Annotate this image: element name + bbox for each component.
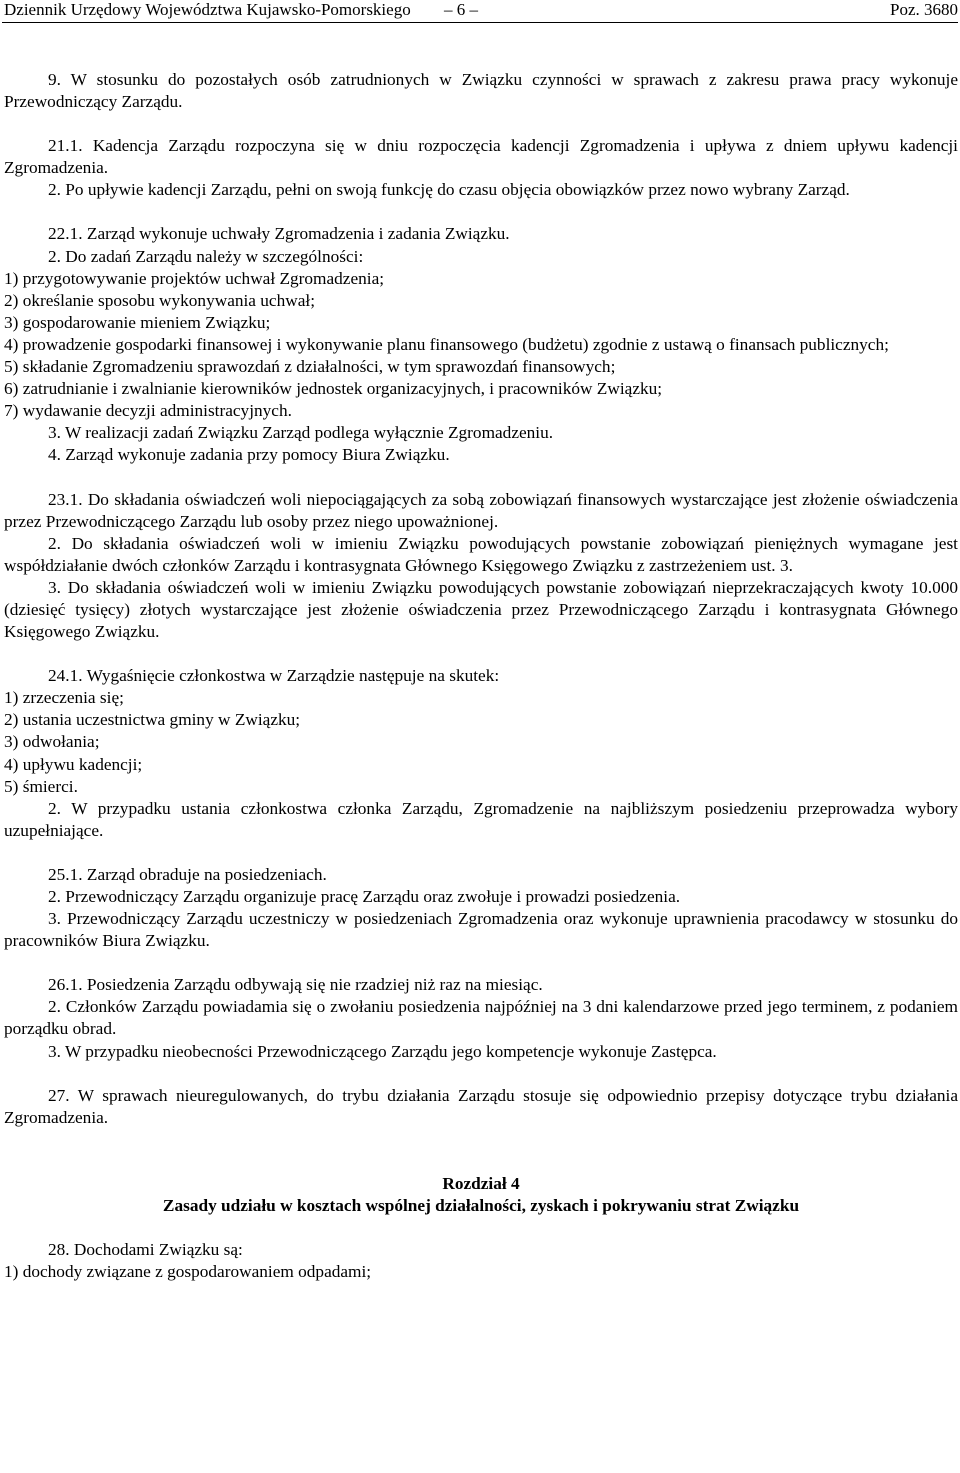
paragraph: 2. Po upływie kadencji Zarządu, pełni on swoją funkcję do czasu objęcia obowiązków przez nowo wybrany Zarząd. (48, 180, 850, 200)
list-item: 7) wydawanie decyzji administracyjnych. (4, 401, 292, 421)
paragraph: 2. W przypadku ustania członkostwa członka Zarządu, Zgromadzenie na najbliższym posiedzeniu przeprowadza wybory uzupełniające. (4, 798, 958, 840)
spacer (4, 201, 958, 223)
paragraph: 27. W sprawach nieuregulowanych, do trybu działania Zarządu stosuje się odpowiednio przepisy dotyczące trybu działania Zgromadzenia. (4, 1085, 958, 1127)
list-item: 4) prowadzenie gospodarki finansowej i wykonywanie planu finansowego (budżetu) zgodnie z ustawą o finansach publicznych; (4, 334, 889, 354)
page-header (0, 0, 960, 20)
list-item: 3) odwołania; (4, 732, 100, 752)
paragraph: 9. W stosunku do pozostałych osób zatrudnionych w Związku czynności w sprawach z zakresu prawa pracy wykonuje Przewodniczący Zarządu. (4, 70, 958, 112)
chapter-title: Zasady udziału w kosztach wspólnej działalności, zyskach i pokrywaniu strat Związku (162, 1195, 800, 1215)
paragraph: 3. Przewodniczący Zarządu uczestniczy w posiedzeniach Zgromadzenia oraz wykonuje uprawnienia pracodawcy w stosunku do pracowników Biura Związku. (4, 909, 958, 951)
page-number: – 6 – (444, 0, 478, 19)
paragraph: 28. Dochodami Związku są: (48, 1240, 243, 1260)
list-item: 6) zatrudnianie i zwalnianie kierowników jednostek organizacyjnych, i pracowników Związku; (4, 379, 663, 399)
paragraph: 3. W przypadku nieobecności Przewodniczącego Zarządu jego kompetencje wykonuje Zastępca. (48, 1041, 717, 1061)
spacer (4, 1151, 958, 1173)
list-item: 3) gospodarowanie mieniem Związku; (4, 312, 271, 332)
paragraph: 2. Członków Zarządu powiadamia się o zwołaniu posiedzenia najpóźniej na 3 dni kalendarzowe przed jego terminem, z podaniem porządku obrad. (4, 997, 958, 1039)
paragraph: 3. Do składania oświadczeń woli w imieniu Związku powodujących powstanie zobowiązań nieprzekraczających kwoty 10.000 (dziesięć tysięcy) złotych wystarczające jest złożenie oświadczenia przez Przewodniczącego Zarządu i kontrasygnata Głównego Księgowego Związku. (4, 577, 958, 642)
paragraph: 23.1. Do składania oświadczeń woli niepociągających za sobą zobowiązań finansowych wystarczające jest złożenie oświadczenia przez Przewodniczącego Zarządu lub osoby przez niego upoważnionej. (4, 489, 958, 531)
list-item: 1) dochody związane z gospodarowaniem odpadami; (4, 1262, 372, 1282)
paragraph: 4. Zarząd wykonuje zadania przy pomocy Biura Związku. (48, 445, 450, 465)
list-item: 5) składanie Zgromadzeniu sprawozdań z działalności, w tym sprawozdań finansowych; (4, 357, 616, 377)
paragraph: 24.1. Wygaśnięcie członkostwa w Zarządzie następuje na skutek: (48, 666, 500, 686)
paragraph: 2. Do zadań Zarządu należy w szczególności: (48, 246, 364, 266)
spacer (4, 1063, 958, 1085)
spacer (4, 113, 958, 135)
journal-title: Dziennik Urzędowy Województwa Kujawsko-Pomorskiego (4, 0, 411, 19)
chapter-number: Rozdział 4 (442, 1173, 520, 1193)
spacer (4, 1129, 958, 1151)
paragraph: 21.1. Kadencja Zarządu rozpoczyna się w dniu rozpoczęcia kadencji Zgromadzenia i upływa z dniem upływu kadencji Zgromadzenia. (4, 136, 958, 178)
spacer (4, 1217, 958, 1239)
paragraph: 3. W realizacji zadań Związku Zarząd podlega wyłącznie Zgromadzeniu. (48, 423, 554, 443)
paragraph: 2. Przewodniczący Zarządu organizuje pracę Zarządu oraz zwołuje i prowadzi posiedzenia. (48, 887, 681, 906)
spacer (4, 643, 958, 665)
list-item: 5) śmierci. (4, 776, 78, 796)
paragraph: 2. Do składania oświadczeń woli w imieniu Związku powodujących powstanie zobowiązań pieniężnych wymagane jest współdziałanie dwóch członków Zarządu i kontrasygnata Głównego Księgowego Związku z zastrzeżeniem ust. 3. (4, 533, 958, 575)
paragraph: 26.1. Posiedzenia Zarządu odbywają się nie rzadziej niż raz na miesiąc. (48, 975, 543, 995)
list-item: 2) ustania uczestnictwa gminy w Związku; (4, 710, 301, 730)
list-item: 1) przygotowywanie projektów uchwał Zgromadzenia; (4, 268, 385, 288)
document-body (4, 69, 958, 1283)
spacer (4, 842, 958, 864)
paragraph: 25.1. Zarząd obraduje na posiedzeniach. (48, 864, 327, 884)
spacer (4, 467, 958, 489)
header-divider (2, 22, 958, 23)
position-number: Poz. 3680 (890, 0, 958, 19)
list-item: 1) zrzeczenia się; (4, 688, 124, 708)
paragraph: 22.1. Zarząd wykonuje uchwały Zgromadzenia i zadania Związku. (48, 224, 510, 244)
spacer (4, 952, 958, 974)
list-item: 2) określanie sposobu wykonywania uchwał; (4, 290, 315, 310)
list-item: 4) upływu kadencji; (4, 754, 143, 774)
